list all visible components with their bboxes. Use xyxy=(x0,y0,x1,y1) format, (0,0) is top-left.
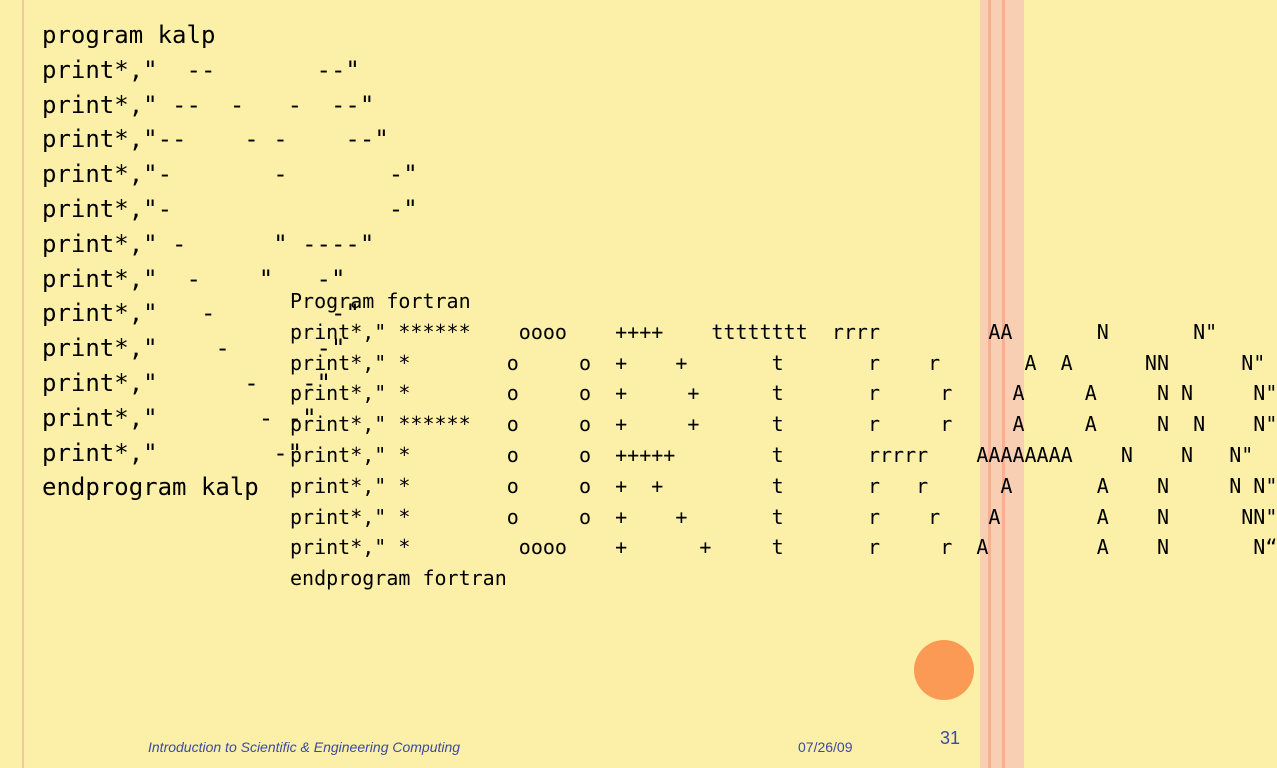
code-line: print*," -" xyxy=(42,438,303,467)
code-line: print*," - -" xyxy=(42,334,346,363)
code-line: print*," -- --" xyxy=(42,55,360,84)
code-line: print*,"- - -" xyxy=(42,160,418,189)
code-line: print*," - -" xyxy=(42,368,331,397)
footer-date: 07/26/09 xyxy=(798,739,853,755)
left-divider xyxy=(22,0,24,768)
page-number: 31 xyxy=(940,728,961,748)
code-line: print*," - " -" xyxy=(42,264,346,293)
code-line: program kalp xyxy=(42,21,216,49)
code-line: print*," ****** o o + + t r r A A N N N" xyxy=(290,412,1277,437)
code-line: print*," - -" xyxy=(42,403,317,432)
code-line: print*," * o o + + t r r A A N NN" xyxy=(290,504,1277,529)
code-line: print*," ****** oooo ++++ tttttttt rrrr AA N N" xyxy=(290,319,1218,344)
code-line: Program fortran xyxy=(290,289,471,313)
code-line: print*," * o o + + t r r A A NN N" xyxy=(290,350,1266,375)
code-line: print*," * oooo + + t r r A A N N“ xyxy=(290,535,1277,560)
code-line: endprogram fortran xyxy=(290,566,507,591)
code-line: endprogram kalp xyxy=(42,473,259,502)
code-line: print*,"-- - - --" xyxy=(42,125,389,154)
program-fortran-code xyxy=(290,286,1277,594)
footer-title: Introduction to Scientific & Engineering Computing xyxy=(148,739,461,755)
code-line: print*,"- -" xyxy=(42,194,418,223)
code-line: print*," * o o + + t r r A A N N N" xyxy=(290,381,1277,406)
code-line: print*," * o o + + t r r A A N N N" xyxy=(290,473,1277,498)
decorative-circle xyxy=(914,640,974,700)
code-line: print*," - -" xyxy=(42,299,360,328)
code-line: print*," * o o +++++ t rrrrr AAAAAAAA N N N" xyxy=(290,442,1254,467)
code-line: print*," - " ----" xyxy=(42,229,375,258)
code-line: print*," -- - - --" xyxy=(42,90,375,119)
